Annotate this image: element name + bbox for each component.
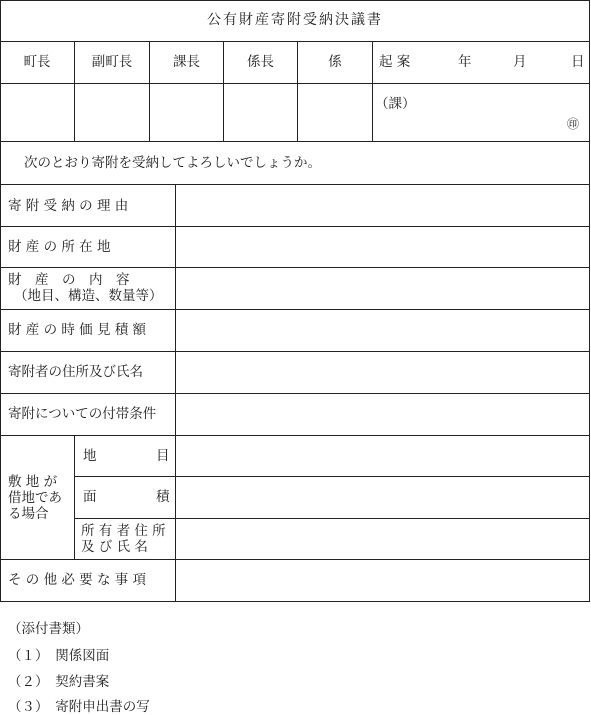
attachment-item: （３） 寄附申出書の写 (8, 699, 150, 715)
attachment-item: （２） 契約書案 (8, 674, 110, 690)
label-site-area: 面 (83, 489, 97, 505)
rule (0, 0, 590, 1)
form-title: 公有財産寄附受納決議書 (207, 12, 383, 28)
label-location: 財 産 の 所 在 地 (8, 239, 111, 255)
rule (0, 559, 590, 560)
rule (0, 267, 590, 268)
rule (0, 141, 590, 142)
rule (175, 559, 176, 601)
rule (74, 476, 590, 477)
approval-deputy-mayor: 副町長 (91, 54, 133, 70)
rule (589, 0, 590, 602)
label-other: そ の 他 必 要 な 事 項 (8, 572, 147, 588)
draft-label: 起 案 (379, 54, 411, 70)
rule (175, 184, 176, 435)
approval-staff: 係 (328, 54, 342, 70)
label-content-note: （地目、構造、数量等） (14, 288, 163, 304)
label-donor: 寄附者の住所及び氏名 (8, 364, 143, 380)
approval-subsection-chief: 係長 (247, 54, 274, 70)
statement: 次のとおり寄附を受納してよろしいでしょうか。 (24, 155, 321, 171)
label-site-group: 借地であ (8, 490, 62, 506)
label-site-group: 敷 地 が (8, 474, 58, 490)
approval-mayor: 町長 (23, 54, 51, 70)
rule (175, 435, 176, 559)
approval-section-chief: 課長 (173, 54, 200, 70)
label-site-category: 地 (83, 448, 97, 464)
label-site-owner: 及 び 氏 名 (81, 539, 148, 555)
label-valuation: 財 産 の 時 価 見 積 額 (8, 322, 147, 338)
rule (372, 41, 373, 142)
rule (0, 41, 590, 42)
attachment-item: （１） 関係図面 (8, 648, 110, 664)
label-reason: 寄 附 受 納 の 理 由 (8, 198, 129, 214)
rule (0, 83, 590, 84)
draft-section: （課） (375, 96, 416, 112)
label-site-owner: 所 有 者 住 所 (81, 523, 166, 539)
draft-day: 日 (571, 54, 585, 70)
rule (0, 393, 590, 394)
draft-year: 年 (458, 54, 472, 70)
rule (0, 184, 590, 185)
rule (0, 601, 590, 602)
label-content: 財 産 の 内 容 (8, 272, 130, 288)
rule (0, 435, 590, 436)
rule (74, 518, 590, 519)
rule (74, 435, 75, 559)
attachments-heading: （添付書類） (8, 621, 89, 637)
label-site-group: る場合 (8, 506, 49, 522)
draft-month: 月 (513, 54, 527, 70)
rule (0, 226, 590, 227)
rule (0, 351, 590, 352)
label-site-area: 積 (156, 489, 170, 505)
rule (0, 309, 590, 310)
label-site-category: 目 (156, 448, 170, 464)
label-conditions: 寄附についての付帯条件 (8, 406, 157, 422)
rule (0, 0, 1, 602)
seal-mark: ㊞ (567, 117, 580, 131)
